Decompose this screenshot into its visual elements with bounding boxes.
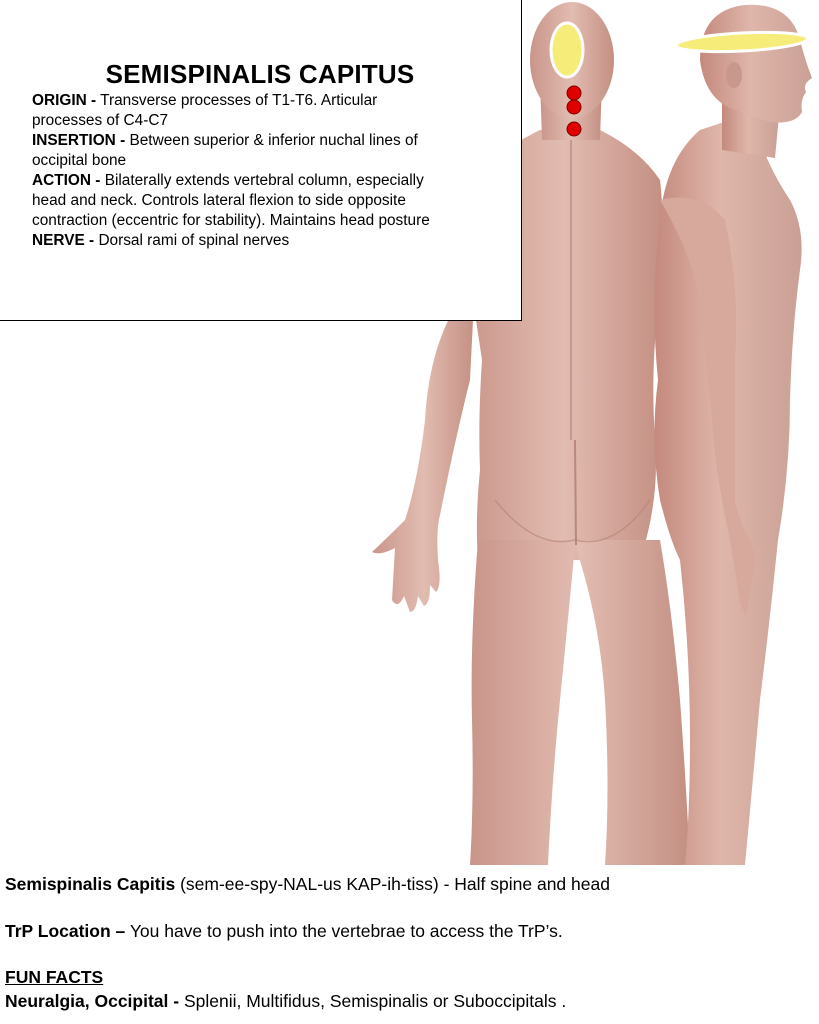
action-line-1: ACTION - Bilaterally extends vertebral column, especially <box>32 172 424 189</box>
action-label: ACTION - <box>32 172 101 189</box>
trigger-point-3 <box>567 122 581 136</box>
nerve-line-1: NERVE - Dorsal rami of spinal nerves <box>32 232 290 249</box>
trigger-point-2 <box>567 100 581 114</box>
insertion-line-2: occipital bone <box>32 152 127 169</box>
origin-label: ORIGIN - <box>32 92 97 109</box>
back-figure-left-arm <box>372 280 475 612</box>
action-line-2: head and neck. Controls lateral flexion to side opposite <box>32 192 406 209</box>
fun-facts-heading: FUN FACTS <box>5 967 104 987</box>
insertion-line-1: INSERTION - Between superior & inferior nuchal lines of <box>32 132 418 149</box>
back-figure-legs <box>470 540 690 865</box>
trigger-point-1 <box>567 86 581 100</box>
side-figure-head <box>700 5 812 123</box>
back-head-pain-zone-marker <box>551 23 583 77</box>
muscle-info-box <box>0 0 522 321</box>
origin-line-1: ORIGIN - Transverse processes of T1-T6. Articular <box>32 92 378 109</box>
trp-location: TrP Location – You have to push into the vertebrae to access the TrP’s. <box>5 921 563 941</box>
nerve-label: NERVE - <box>32 232 95 249</box>
neuralgia-fact: Neuralgia, Occipital - Splenii, Multifidus, Semispinalis or Suboccipitals . <box>5 991 567 1011</box>
muscle-details <box>32 91 512 251</box>
insertion-label: INSERTION - <box>32 132 126 149</box>
muscle-pronunciation: Semispinalis Capitis (sem-ee-spy-NAL-us KAP-ih-tiss) - Half spine and head <box>5 874 610 894</box>
origin-line-2: processes of C4-C7 <box>32 112 169 129</box>
muscle-title: SEMISPINALIS CAPITUS <box>105 59 415 89</box>
action-line-3: contraction (eccentric for stability). Maintains head posture <box>32 212 430 229</box>
